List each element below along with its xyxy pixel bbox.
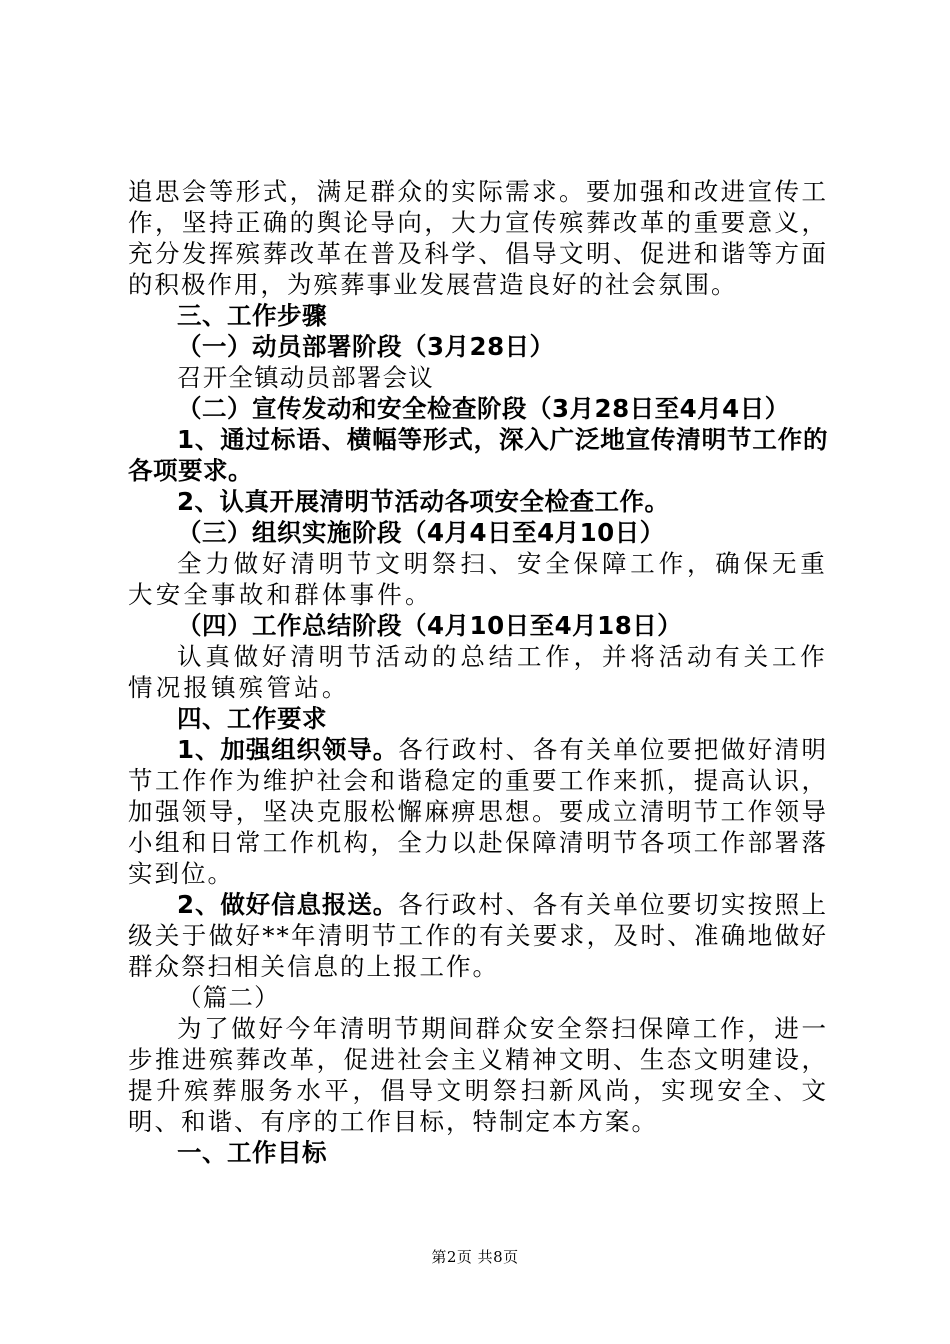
document-body bbox=[128, 176, 828, 1168]
section-heading-4: 四、工作要求 bbox=[177, 704, 327, 733]
paragraph: 为了做好今年清明节期间群众安全祭扫保障工作，进一步推进殡葬改革，促进社会主义精神文明、生态文明建设，提升殡葬服务水平，倡导文明祭扫新风尚，实现安全、文明、和谐、有序的工作目标，特制定本方案。 bbox=[128, 1014, 828, 1136]
paragraph: 认真做好清明节活动的总结工作，并将活动有关工作情况报镇殡管站。 bbox=[128, 642, 828, 702]
paragraph-lead: 2、做好信息报送。 bbox=[177, 890, 399, 919]
section-heading-1: 一、工作目标 bbox=[177, 1138, 327, 1167]
paragraph bbox=[128, 734, 828, 889]
paragraph: 召开全镇动员部署会议 bbox=[177, 363, 434, 392]
paragraph-lead: 1、加强组织领导。 bbox=[177, 735, 399, 764]
list-item: 1、通过标语、横幅等形式，深入广泛地宣传清明节工作的各项要求。 bbox=[128, 425, 828, 485]
list-item: 2、认真开展清明节活动各项安全检查工作。 bbox=[177, 487, 670, 516]
paragraph-text: 各行政村、各有关单位要把做好清明节工作作为维护社会和谐稳定的重要工作来抓，提高认识，加强领导，坚决克服松懈麻痹思想。要成立清明节工作领导小组和日常工作机构，全力以赴保障清明节各项工作部署落实到位。 bbox=[128, 735, 829, 888]
part-label: （篇二） bbox=[177, 983, 280, 1012]
paragraph-text: 各行政村、各有关单位要切实按照上级关于做好**年清明节工作的有关要求，及时、准确地做好群众祭扫相关信息的上报工作。 bbox=[128, 890, 829, 981]
paragraph bbox=[128, 889, 828, 982]
subsection-heading-1: （一）动员部署阶段（3月28日） bbox=[177, 332, 555, 361]
paragraph: 全力做好清明节文明祭扫、安全保障工作，确保无重大安全事故和群体事件。 bbox=[128, 549, 828, 609]
section-heading-3: 三、工作步骤 bbox=[177, 301, 327, 330]
page-footer: 第2页 共8页 bbox=[431, 1248, 519, 1266]
subsection-heading-2: （二）宣传发动和安全检查阶段（3月28日至4月4日） bbox=[177, 394, 790, 423]
subsection-heading-3: （三）组织实施阶段（4月4日至4月10日） bbox=[177, 518, 665, 547]
paragraph: 追思会等形式，满足群众的实际需求。要加强和改进宣传工作，坚持正确的舆论导向，大力宣传殡葬改革的重要意义，充分发挥殡葬改革在普及科学、倡导文明、促进和谐等方面的积极作用，为殡葬事业发展营造良好的社会氛围。 bbox=[128, 177, 828, 299]
subsection-heading-4: （四）工作总结阶段（4月10日至4月18日） bbox=[177, 611, 683, 640]
